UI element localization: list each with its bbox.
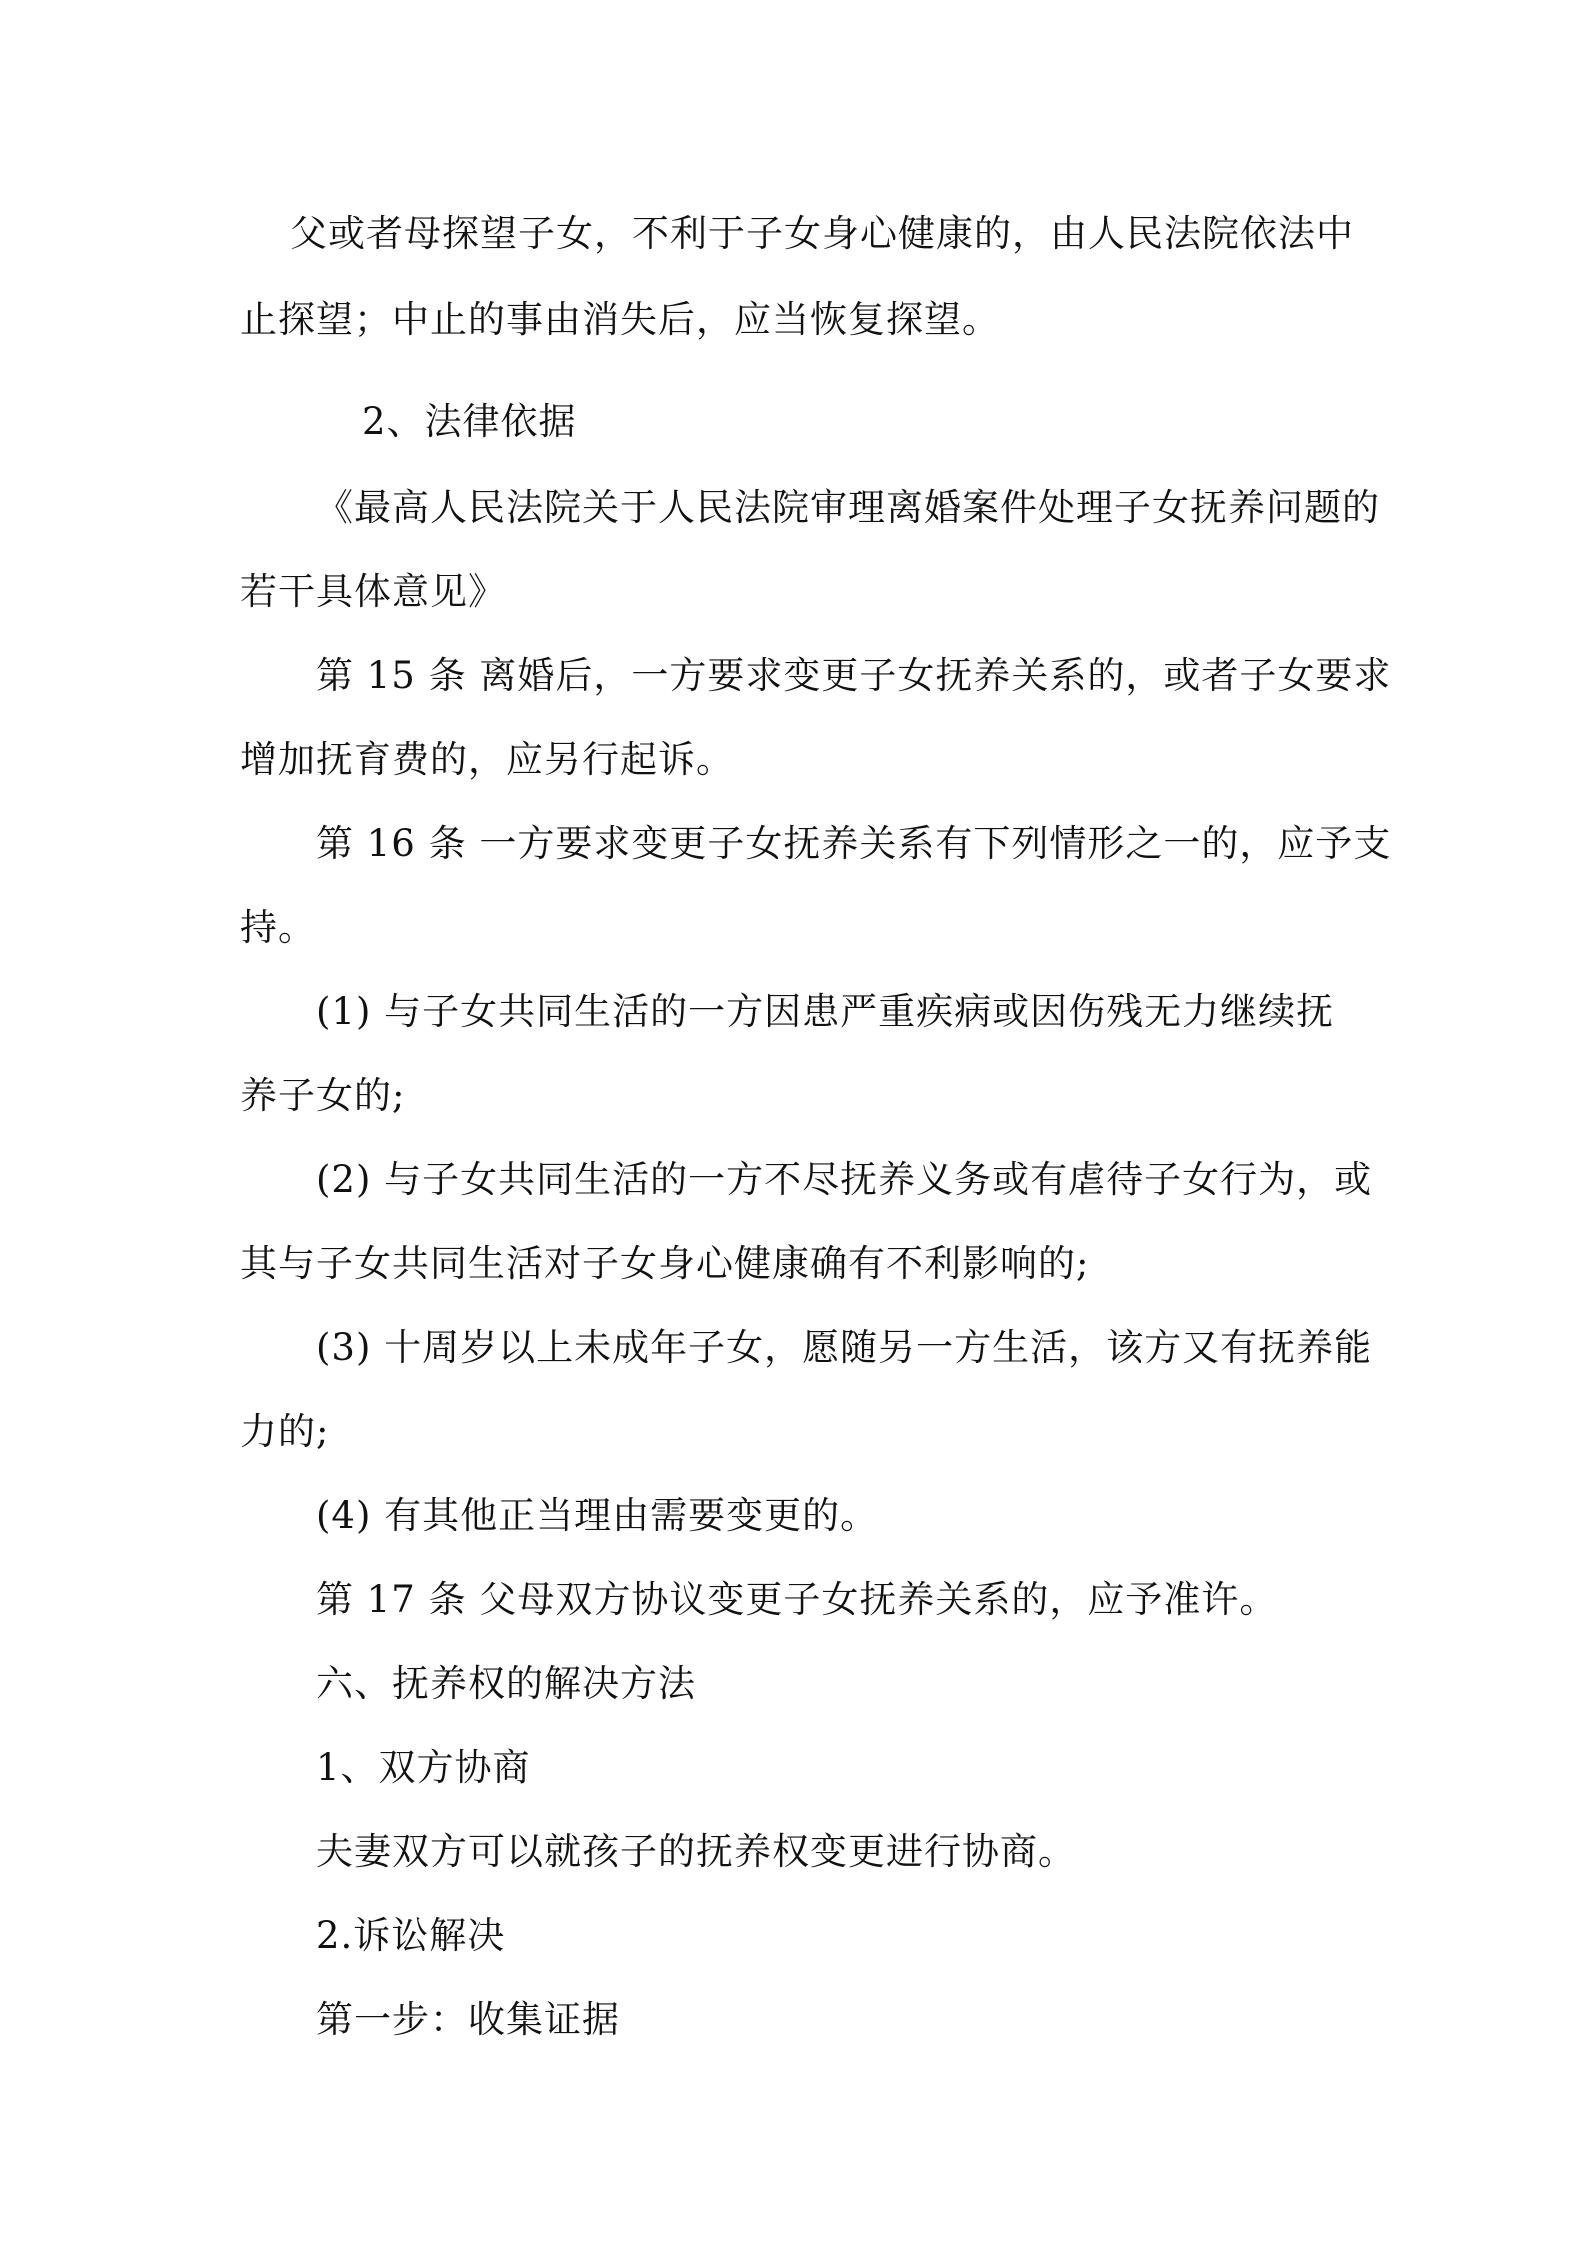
paragraph-line: 《最高人民法院关于人民法院审理离婚案件处理子女抚养问题的 bbox=[316, 486, 1380, 529]
list-item-line: 其与子女共同生活对子女身心健康确有不利影响的; bbox=[240, 1242, 1090, 1285]
list-item-line: 力的; bbox=[240, 1410, 330, 1453]
list-item-line: 养子女的; bbox=[240, 1074, 406, 1117]
paragraph-line: 持。 bbox=[240, 906, 316, 949]
list-item-line: (4) 有其他正当理由需要变更的。 bbox=[316, 1494, 879, 1537]
paragraph-line: 第 15 条 离婚后，一方要求变更子女抚养关系的，或者子女要求 bbox=[316, 654, 1392, 697]
paragraph-line: 父或者母探望子女，不利于子女身心健康的，由人民法院依法中 bbox=[290, 212, 1354, 255]
section-heading: 2.诉讼解决 bbox=[316, 1914, 506, 1957]
paragraph-line: 止探望；中止的事由消失后，应当恢复探望。 bbox=[240, 298, 1000, 341]
paragraph-line: 增加抚育费的，应另行起诉。 bbox=[240, 738, 734, 781]
paragraph-line: 若干具体意见》 bbox=[240, 570, 506, 613]
section-heading: 2、法律依据 bbox=[362, 400, 577, 443]
paragraph-line: 夫妻双方可以就孩子的抚养权变更进行协商。 bbox=[316, 1830, 1076, 1873]
paragraph-line: 第 16 条 一方要求变更子女抚养关系有下列情形之一的，应予支 bbox=[316, 822, 1392, 865]
list-item-line: (2) 与子女共同生活的一方不尽抚养义务或有虐待子女行为，或 bbox=[316, 1158, 1373, 1201]
section-heading: 1、双方协商 bbox=[316, 1746, 531, 1789]
section-heading: 六、抚养权的解决方法 bbox=[316, 1662, 696, 1705]
list-item-line: (3) 十周岁以上未成年子女，愿随另一方生活，该方又有抚养能 bbox=[316, 1326, 1373, 1369]
list-item-line: (1) 与子女共同生活的一方因患严重疾病或因伤残无力继续抚 bbox=[316, 990, 1335, 1033]
paragraph-line: 第一步：收集证据 bbox=[316, 1998, 620, 2041]
paragraph-line: 第 17 条 父母双方协议变更子女抚养关系的，应予准许。 bbox=[316, 1578, 1278, 1621]
